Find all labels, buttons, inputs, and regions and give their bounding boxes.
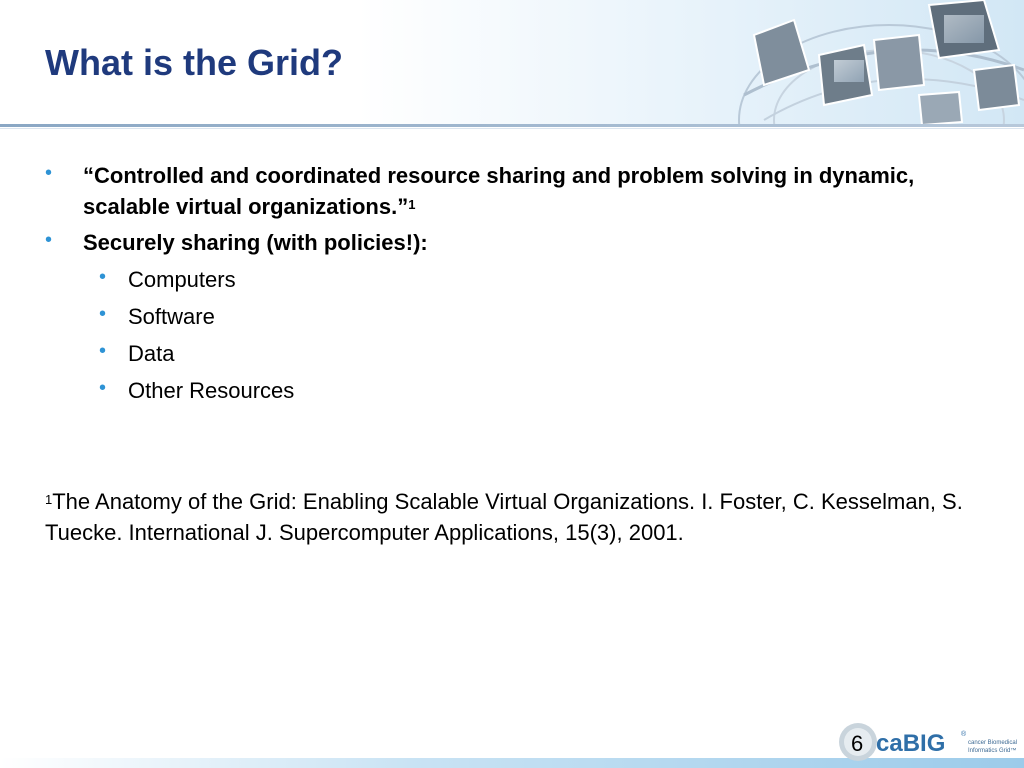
bullet-securely-sharing: Securely sharing (with policies!): [83,230,428,255]
bullet-text: “Controlled and coordinated resource sharing and problem solving in dynamic, scalable virtual organizations.” [83,163,915,219]
sub-bullet-software: Software [128,304,215,329]
logo-name: caBIG [876,730,946,757]
bullet-definition [83,160,963,222]
sub-bullet-marker: • [99,377,107,399]
cabig-logo [838,720,1018,764]
slide-title: What is the Grid? [45,42,344,83]
footnote-citation [45,486,995,548]
slide-header [0,0,1024,125]
bullet-marker: • [45,229,53,251]
logo-tagline-1: cancer Biomedical [968,740,1018,746]
sub-bullet-data: Data [128,341,175,366]
sub-bullet-marker: • [99,303,107,325]
sub-bullet-other-resources: Other Resources [128,378,295,403]
logo-trademark: ® [961,731,967,738]
sub-bullet-marker: • [99,266,107,288]
footnote-ref: 1 [408,197,416,212]
logo-tagline-2: Informatics Grid™ [968,748,1017,754]
grid-globe-graphic [724,0,1024,125]
header-divider-light [0,128,1024,129]
citation-text: The Anatomy of the Grid: Enabling Scalable Virtual Organizations. I. Foster, C. Kesselman, S. Tuecke. International J. Supercomputer Applications, 15(3), 2001. [45,489,963,545]
footnote-number: 1 [45,492,53,507]
page-number: 6 [851,731,864,756]
header-divider [0,124,1024,127]
sub-bullet-marker: • [99,340,107,362]
bullet-marker: • [45,162,53,184]
sub-bullet-computers: Computers [128,267,236,292]
